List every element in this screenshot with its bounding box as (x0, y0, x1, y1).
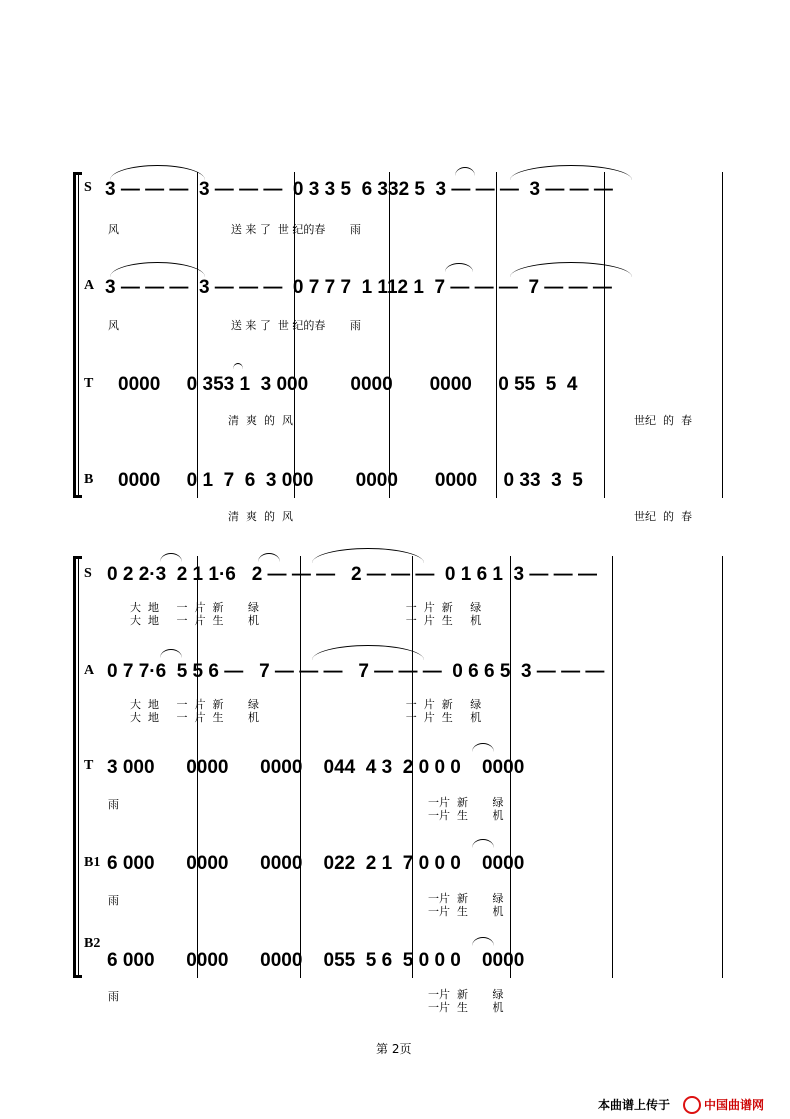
voice-label: T (84, 376, 94, 391)
voice-notation: 0 7 7·6 5 5 6 — 7 — — — 7 — — — 0 6 6 5 3 — — — (107, 661, 605, 682)
barline (722, 556, 723, 978)
voice-notation: 3 — — — 3 — — — 0 7 7 7 1 112 1 7 — — — 7 — — — (105, 277, 612, 298)
lyric: 世纪 的 春 (634, 510, 692, 523)
lyric: 雨 (108, 990, 119, 1003)
voice-label: B2 (84, 936, 101, 951)
lyric: 雨 (108, 798, 119, 811)
slur (160, 649, 182, 658)
slur (472, 937, 494, 946)
voice-notation: 3 — — — 3 — — — 0 3 3 5 6 332 5 3 — — — 3 — — — (105, 179, 613, 200)
voice-label: B1 (84, 855, 101, 870)
voice-label: A (84, 663, 95, 678)
system-bracket-inner (78, 556, 79, 978)
lyric: 清 爽 的 风 (228, 510, 293, 523)
voice-label: B (84, 472, 94, 487)
lyric: 一片 新 绿 一片 生 机 (428, 796, 504, 822)
bracket-cap (73, 975, 82, 978)
lyric: 一片 新 绿 一片 生 机 (428, 892, 504, 918)
voice-notation: 6 000 0000 0000 055 5 6 5 0 0 0 0000 (107, 950, 525, 971)
voice-notation: 6 000 0000 0000 022 2 1 7 0 0 0 0000 (107, 853, 525, 874)
lyric: 风 送 来 了 世 纪的春 雨 (108, 319, 361, 332)
site-name[interactable]: 中国曲谱网 (704, 1098, 765, 1112)
slur (160, 553, 182, 562)
lyric: 雨 (108, 894, 119, 907)
voice-notation: 3 000 0000 0000 044 4 3 2 0 0 0 0000 (107, 757, 525, 778)
lyric: 清 爽 的 风 (228, 414, 293, 427)
system-bracket (73, 556, 76, 978)
voice-notation: 0 2 2·3 2 1 1·6 2 — — — 2 — — — 0 1 6 1 3 — — — (107, 564, 597, 585)
voice-notation: 0000 0 1 7 6 3 000 0000 0000 0 33 3 5 (118, 470, 583, 491)
slur (472, 839, 494, 848)
voice-label: T (84, 758, 94, 773)
bracket-cap (73, 556, 82, 559)
lyric: 一片 新 绿 一片 生 机 (428, 988, 504, 1014)
slur (258, 553, 280, 562)
barline (612, 556, 613, 978)
lyric: 世纪 的 春 (634, 414, 692, 427)
voice-notation: 0000 0 353 1 3 000 0000 0000 0 55 5 4 (118, 374, 578, 395)
lyric: 大 地 一 片 新 绿 一 片 新 绿 大 地 一 片 生 机 一 片 生 机 (130, 698, 482, 724)
lyric: 风 送 来 了 世 纪的春 雨 (108, 223, 361, 236)
voice-label: S (84, 566, 92, 581)
tie (312, 548, 424, 563)
tie (312, 645, 424, 660)
voice-label: S (84, 180, 92, 195)
voice-label: A (84, 278, 95, 293)
lyric: 大 地 一 片 新 绿 一 片 新 绿 大 地 一 片 生 机 一 片 生 机 (130, 601, 482, 627)
slur (472, 743, 494, 752)
page-number: 第 2页 (376, 1042, 412, 1056)
site-logo-icon (683, 1096, 701, 1114)
upload-note: 本曲谱上传于 (598, 1098, 671, 1112)
